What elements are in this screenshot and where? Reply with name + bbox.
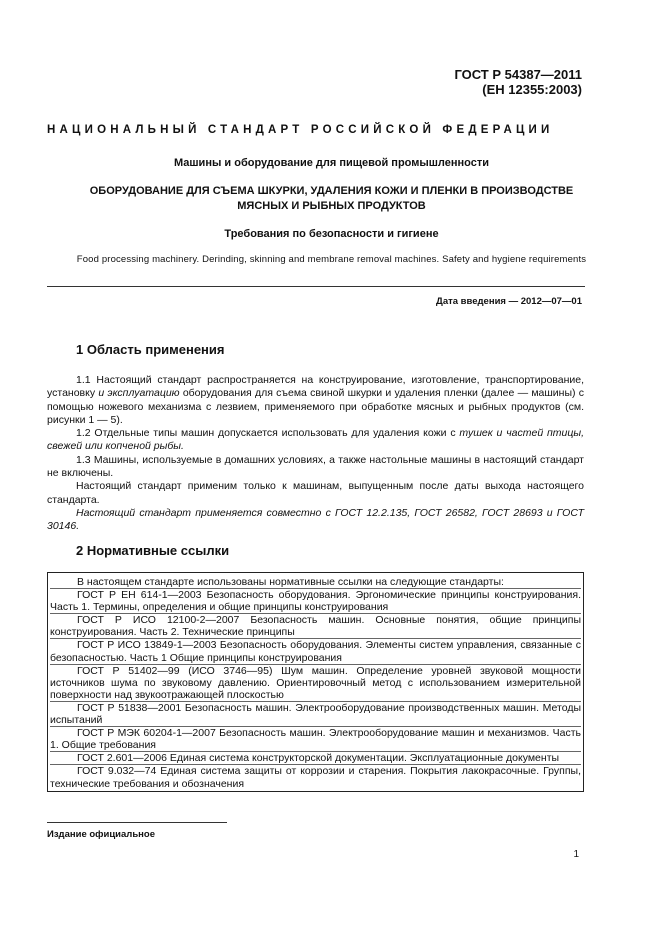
title-divider: [47, 286, 585, 287]
doc-number-ru: ГОСТ Р 54387—2011: [454, 67, 582, 82]
footer-divider: [47, 822, 227, 823]
main-title-line1: ОБОРУДОВАНИЕ ДЛЯ СЪЕМА ШКУРКИ, УДАЛЕНИЯ КОЖИ И ПЛЕНКИ В ПРОИЗВОДСТВЕ: [89, 185, 574, 197]
reference-item: В настоящем стандарте использованы нормативные ссылки на следующие стандарты:: [77, 576, 504, 588]
main-title-line2: МЯСНЫХ И РЫБНЫХ ПРОДУКТОВ: [237, 200, 426, 212]
requirements-title: Требования по безопасности и гигиене: [224, 228, 439, 240]
english-title: Food processing machinery. Derinding, skinning and membrane removal machines. Safety and hygiene requirements: [76, 254, 587, 265]
paragraph-1-1: 1.1 Настоящий стандарт распространяется на конструирование, изготовление, транспортирование, установку и эксплуатацию оборудования для съема свиной шкурки и удаления пленки (далее — машины) с помощью ножевого механизма с лезвием, применяемого при обработке мясных и рыбных продуктов (см. рисунки 1 — 5).: [47, 374, 584, 426]
edition-label: Издание официальное: [47, 829, 155, 840]
reference-item: ГОСТ Р 51838—2001 Безопасность машин. Электрооборудование производственных машин. Методы испытаний: [50, 701, 581, 727]
introduction-date: Дата введения — 2012—07—01: [436, 296, 582, 307]
paragraph-1-2: 1.2 Отдельные типы машин допускается использовать для удаления кожи с тушек и частей птицы, свежей или копченой рыбы.: [47, 427, 584, 453]
reference-item: ГОСТ Р МЭК 60204-1—2007 Безопасность машин. Электрооборудование машин и механизмов. Часть 1. Общие требования: [50, 727, 581, 752]
normative-references-box: [47, 572, 584, 792]
standard-subtitle: Машины и оборудование для пищевой промышленности: [173, 157, 490, 169]
reference-item: ГОСТ 9.032—74 Единая система защиты от коррозии и старения. Покрытия лакокрасочные. Группы, технические требования и обозначения: [50, 765, 581, 790]
page-number: 1: [573, 849, 579, 860]
reference-item: ГОСТ Р ИСО 12100-2—2007 Безопасность машин. Основные понятия, общие принципы конструирования. Часть 2. Технические принципы: [50, 614, 581, 639]
document-number: [454, 67, 582, 97]
reference-item: ГОСТ Р ИСО 13849-1—2003 Безопасность оборудования. Элементы систем управления, связанные с безопасностью. Часть 1 Общие принципы конструирования: [50, 639, 581, 664]
doc-number-en: (ЕН 12355:2003): [482, 82, 582, 97]
section-heading-references: 2 Нормативные ссылки: [76, 543, 230, 558]
paragraph-1-3: 1.3 Машины, используемые в домашних условиях, а также настольные машины в настоящий стандарт не включены.: [47, 453, 584, 480]
paragraph-1-5: Настоящий стандарт применяется совместно с ГОСТ 12.2.135, ГОСТ 26582, ГОСТ 28693 и ГОСТ 30146.: [47, 506, 584, 533]
section-scope-body: [47, 374, 584, 534]
national-standard-banner: НАЦИОНАЛЬНЫЙ СТАНДАРТ РОССИЙСКОЙ ФЕДЕРАЦИИ: [47, 124, 554, 136]
standard-main-title: [40, 184, 623, 214]
reference-item: ГОСТ Р ЕН 614-1—2003 Безопасность оборудования. Эргономические принципы конструирования. Часть 1. Термины, определения и общие принципы конструирования: [50, 589, 581, 614]
reference-item: ГОСТ 2.601—2006 Единая система конструкторской документации. Эксплуатационные документы: [50, 751, 581, 764]
paragraph-1-4: Настоящий стандарт применим только к машинам, выпущенным после даты выхода настоящего стандарта.: [47, 480, 584, 506]
section-heading-scope: 1 Область применения: [76, 342, 225, 357]
reference-item: ГОСТ Р 51402—99 (ИСО 3746—95) Шум машин. Определение уровней звуковой мощности источников шума по звуковому давлению. Ориентировочный метод с использованием измерительной поверхности над звукоотражающей плоскостью: [50, 664, 581, 701]
